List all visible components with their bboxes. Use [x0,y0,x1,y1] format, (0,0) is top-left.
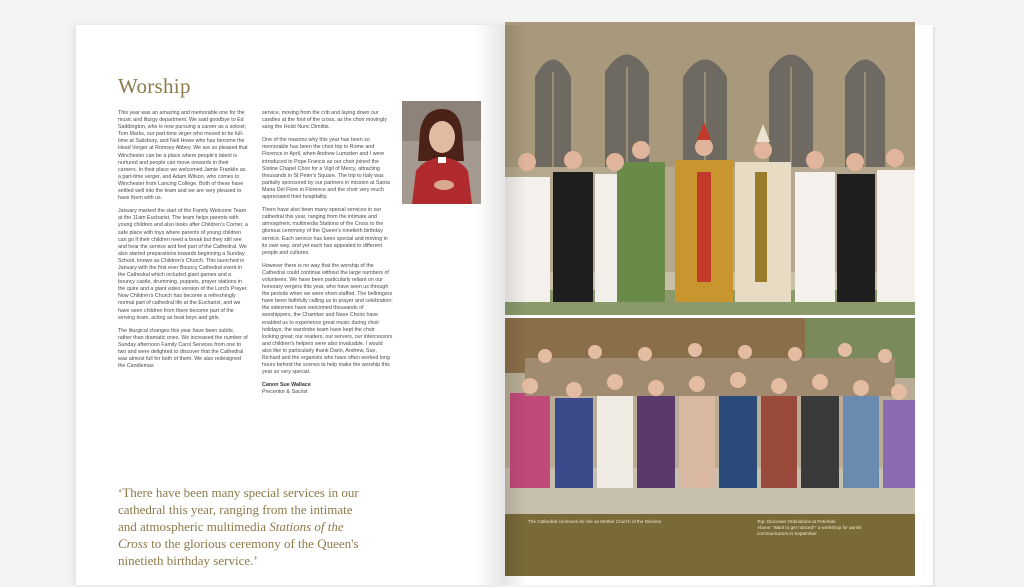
signature-title: Precentor & Sacrist [262,389,308,396]
paragraph: There have also been many special services in our cathedral this year, ranging from the intimate and atmospheric multimedia Stations of the Cross to the glorious ceremony of the Queen's ninetieth birthday service. Each service has been special and moving in its own way, and yet each has appealed to different people and cultures. [262,207,388,256]
paragraph: One of the reasons why this year has been so memorable has been the choir trip to Rome and Florence in April, when Andrew Lumsden and I were introduced to Pope Francis as our choir joined the Sistine Chapel Choir for a Vigil of Mercy, attracting thousands in St Peter's Square. The trip to Italy was partially sponsored by our partners in mission at Santa Maria Del Fiore in Florence and the choir very much appreciated their hospitality. [262,137,390,201]
signature-name: Canon Sue Wallace [262,382,311,389]
text-column-2 [262,110,393,396]
caption-left: The Cathedral continues its role as Mother Church of the Diocese [528,519,662,524]
workshop-group-photo [505,318,915,514]
caption-line: Above: ‘Want to get noticed?’ a workshop for parish communicators in September [757,525,862,536]
pull-quote: ‘There have been many special services in our cathedral this year, ranging from the intimate and atmospheric multimedia Stations of the Cross to the glorious ceremony of the Queen's ninetieth birthday service.’ [118,485,359,568]
caption-line: Top: Diocesan Ordinations at Petertide [757,519,836,524]
paragraph: The liturgical changes this year have been subtle, rather than dramatic ones. We increased the number of Sunday afternoon Family Carol Services from one to two and were delighted to discover that the Cathedral was almost full for both of them. We also redesigned the Candlemas [118,327,248,370]
paragraph: service, moving from the crib and laying down our candles at the foot of the cross, as the choir movingly sang the Holst Nunc Dimittis. [262,110,387,131]
caption-right [757,519,877,537]
paragraph: However there is no way that the worship of the Cathedral could continue without the large numbers of volunteers. We have been particularly reliant on our honorary vergers this year, who have seen us through the periods when we were short-staffed. The bellringers have been faithfully calling us to prayer and celebration; the sidesmen have welcomed thousands of worshippers, the Chamber and Nave Choirs have enabled us to experience great music during choir holidays; the wardrobe team have kept the choir looking great; our readers, our servers, our intercessors and children's helpers were also invaluable. I would also like to particularly thank Darin, Andrew, Sue, Richard and the organists who have often worked long hours behind the scenes to help make the worship this year so very special. [262,262,393,376]
page-title: Worship [118,74,191,98]
quote-emphasis: Stations of the Cross [118,519,344,551]
portrait-photo [402,101,481,204]
paragraph: January marked the start of the Family Welcome Team at the 11am Eucharist. The team helps parents with young children and also looks after Children's Corner, a safe place with toys where parents of young children can go if their children need a break but they still see and hear the service and feel part of the Cathedral. We also started preparations towards beginning a Sunday School, known as Children's Church. This launched in January with the first ever Bouncy Cathedral event in the Cathedral which included giant games and a bouncy castle, drumming, puppets, prayer stations in the quire and a giant video version of the Lord's Prayer. Now Children's Church has become a refreshingly normal part of cathedral life at the Eucharist, and we have seen children from there become part of the serving team, acting as boat boys and girls. [118,208,248,321]
text-column-1 [118,110,249,376]
cathedral-clergy-photo [505,22,915,315]
paragraph: This year was an amazing and memorable one for the music and liturgy department. We said goodbye to Ed Saddington, who is now pursuing a career as a soloist; Tom Marks, our part-time virger who moved to be full-time at Salisbury, and Neil Howe who has become the Head Verger at Romsey Abbey. We are so pleased that Winchester can be a place where people's talent is nurtured and people can move onwards in their careers. In their place we welcomed Jamie Franklin as a part-time verger, and Adam Wilson, who comes to Winchester from Lancing College. Both of these have settled well into the team and we are very pleased to have them with us. [118,110,248,202]
